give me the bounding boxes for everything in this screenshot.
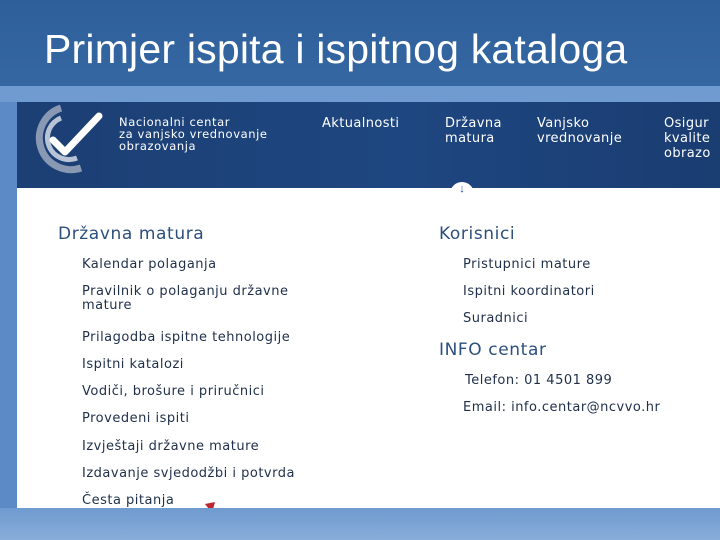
info-phone: Telefon: 01 4501 899 bbox=[465, 373, 613, 388]
nav-label: Osigur bbox=[664, 116, 709, 131]
slide-band-bottom bbox=[0, 508, 720, 540]
nav-label: Državna bbox=[445, 116, 502, 131]
link-ispitni-koordinatori[interactable]: Ispitni koordinatori bbox=[463, 284, 595, 299]
column-title-korisnici: Korisnici bbox=[439, 224, 516, 244]
ncvvo-logo-icon[interactable] bbox=[21, 104, 111, 174]
info-centar-title: INFO centar bbox=[439, 340, 547, 360]
logo-line: obrazovanja bbox=[119, 139, 197, 153]
nav-aktualnosti[interactable] bbox=[322, 116, 399, 131]
link-label: Prilagodba ispitne tehnologije bbox=[82, 330, 291, 345]
slide-header bbox=[0, 0, 720, 86]
slide-title: Primjer ispita i ispitnog kataloga bbox=[44, 26, 628, 72]
link-label: Pravilnik o polaganju državne bbox=[82, 284, 289, 299]
nav-vanjsko-vrednovanje[interactable] bbox=[537, 116, 622, 146]
link-cesta-pitanja[interactable] bbox=[82, 494, 174, 508]
nav-label: obrazo bbox=[664, 146, 711, 161]
logo-line: za vanjsko vrednovanje bbox=[119, 127, 268, 141]
link-label: Provedeni ispiti bbox=[82, 411, 190, 426]
link-label: Izdavanje svjedodžbi i potvrda bbox=[82, 466, 295, 481]
link-label: Česta pitanja bbox=[82, 493, 175, 508]
info-email[interactable]: Email: info.centar@ncvvo.hr bbox=[463, 400, 661, 415]
site-header bbox=[17, 102, 720, 188]
link-label: Ispitni katalozi bbox=[82, 357, 184, 372]
nav-osiguranje-kvalitete[interactable] bbox=[664, 116, 711, 161]
logo-text bbox=[119, 116, 268, 152]
link-prilagodba[interactable] bbox=[82, 331, 290, 345]
column-title-drzavna-matura: Državna matura bbox=[58, 224, 205, 244]
nav-label: kvalite bbox=[664, 131, 711, 146]
link-label: Kalendar polaganja bbox=[82, 257, 217, 272]
arrow-down-icon[interactable]: ↓ bbox=[450, 182, 474, 196]
link-suradnici[interactable]: Suradnici bbox=[463, 311, 529, 326]
link-kalendar-polaganja[interactable] bbox=[82, 258, 217, 272]
nav-label: Aktualnosti bbox=[322, 116, 400, 131]
nav-label: vrednovanje bbox=[537, 131, 623, 146]
link-provedeni-ispiti[interactable] bbox=[82, 412, 190, 426]
link-izdavanje-svjedodzbi[interactable] bbox=[82, 467, 295, 481]
nav-label: matura bbox=[445, 131, 495, 146]
link-label: mature bbox=[82, 298, 133, 313]
slide-band-top bbox=[0, 86, 720, 102]
nav-label: Vanjsko bbox=[537, 116, 590, 131]
link-izvjestaji[interactable] bbox=[82, 440, 259, 454]
link-ispitni-katalozi[interactable] bbox=[82, 358, 184, 372]
link-vodici[interactable] bbox=[82, 385, 265, 399]
link-label: Izvještaji državne mature bbox=[82, 439, 260, 454]
link-pristupnici[interactable]: Pristupnici mature bbox=[463, 257, 591, 272]
logo-line: Nacionalni centar bbox=[119, 115, 231, 129]
pointer-cursor-icon bbox=[203, 500, 217, 508]
link-label: Vodiči, brošure i priručnici bbox=[82, 384, 265, 399]
link-pravilnik[interactable] bbox=[82, 285, 288, 313]
nav-drzavna-matura[interactable] bbox=[445, 116, 502, 146]
website-screenshot bbox=[17, 102, 720, 508]
slide-band-left bbox=[0, 102, 17, 520]
